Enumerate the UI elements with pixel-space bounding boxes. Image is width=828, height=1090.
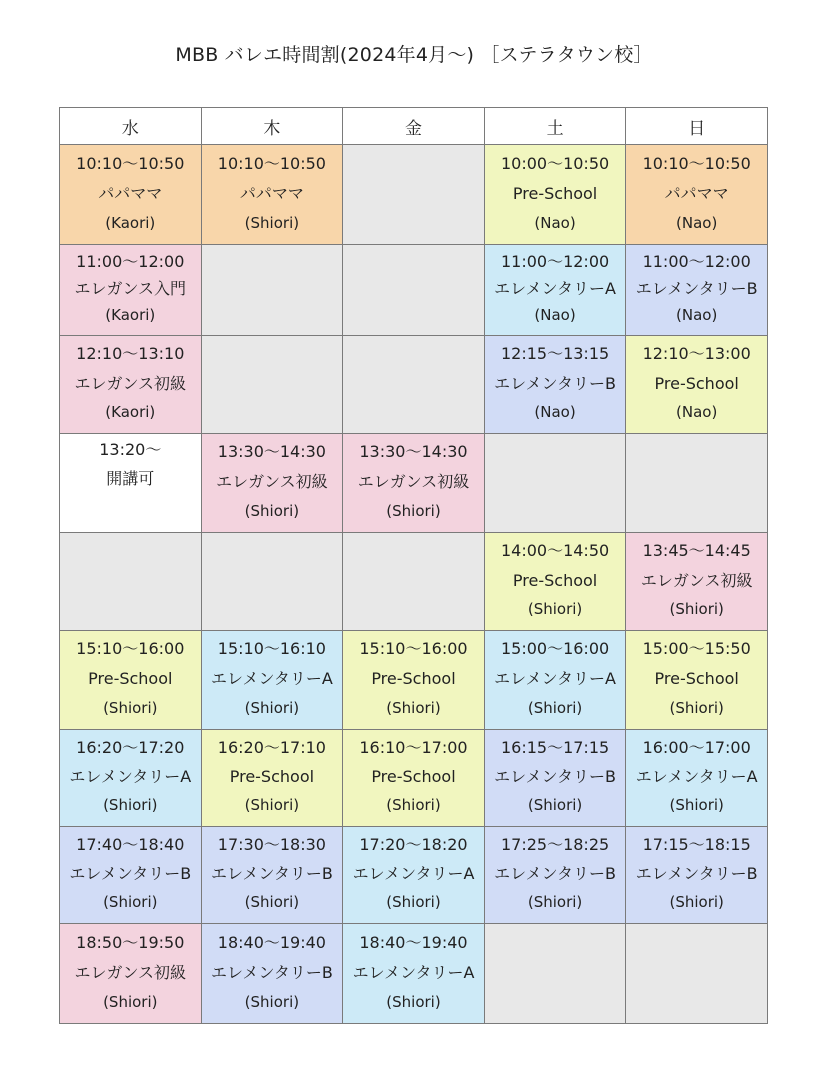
- empty-slot: [201, 245, 343, 336]
- class-info: [343, 631, 484, 729]
- class-info: [60, 434, 201, 532]
- class-slot: [343, 924, 485, 1024]
- class-slot: [626, 336, 768, 434]
- class-info: [202, 631, 343, 729]
- class-teacher: (Shiori): [527, 796, 583, 815]
- class-teacher: (Shiori): [244, 893, 300, 912]
- class-teacher: (Shiori): [527, 893, 583, 912]
- class-info: [485, 336, 626, 433]
- class-name: パパママ: [239, 183, 304, 203]
- class-info: [485, 145, 626, 244]
- empty-slot: [343, 533, 485, 631]
- empty-slot: [484, 924, 626, 1024]
- day-header: 水: [60, 108, 202, 145]
- class-name: エレガンス入門: [74, 279, 187, 299]
- class-time: 15:00〜16:00: [500, 639, 610, 659]
- class-slot: [484, 730, 626, 827]
- class-name: Pre-School: [512, 183, 598, 203]
- class-name: エレガンス初級: [216, 472, 328, 492]
- class-teacher: (Shiori): [669, 699, 724, 718]
- class-time: 17:30〜18:30: [217, 835, 326, 855]
- class-info: [202, 145, 343, 244]
- class-time: 16:20〜17:10: [217, 738, 326, 758]
- class-teacher: (Nao): [676, 213, 718, 232]
- class-slot: [343, 434, 485, 533]
- class-info: [60, 631, 201, 729]
- class-info: [202, 434, 343, 532]
- class-teacher: (Kaori): [105, 403, 156, 422]
- class-teacher: (Nao): [534, 403, 576, 422]
- class-info: [626, 827, 767, 923]
- empty-slot: [343, 245, 485, 336]
- class-info: [626, 145, 767, 244]
- page-title: MBB バレエ時間割(2024年4月〜) ［ステラタウン校］: [175, 44, 653, 66]
- class-name: エレメンタリーB: [210, 962, 333, 982]
- class-teacher: (Shiori): [527, 699, 583, 718]
- class-name: Pre-School: [88, 669, 173, 689]
- class-info: [626, 533, 767, 630]
- class-time: 12:10〜13:00: [642, 344, 751, 364]
- class-teacher: (Nao): [534, 306, 576, 325]
- empty-slot: [626, 434, 768, 533]
- class-time: 17:40〜18:40: [76, 835, 185, 855]
- class-name: Pre-School: [371, 669, 456, 689]
- class-time: 13:30〜14:30: [217, 442, 326, 462]
- class-teacher: (Shiori): [669, 893, 724, 912]
- class-info: [626, 631, 767, 729]
- class-teacher: (Nao): [676, 403, 718, 422]
- class-teacher: (Shiori): [527, 600, 583, 619]
- class-time: 15:00〜15:50: [642, 639, 751, 659]
- class-teacher: (Shiori): [103, 992, 158, 1011]
- empty-slot: [60, 533, 202, 631]
- class-slot: [60, 730, 202, 827]
- class-slot: [484, 336, 626, 434]
- class-name: パパママ: [664, 183, 729, 203]
- timetable-row: [60, 145, 768, 245]
- timetable-row: [60, 631, 768, 730]
- class-slot: [60, 245, 202, 336]
- class-name: Pre-School: [654, 373, 739, 393]
- class-teacher: (Kaori): [105, 213, 156, 232]
- class-time: 17:25〜18:25: [500, 835, 610, 855]
- class-slot: [60, 336, 202, 434]
- class-slot: [201, 631, 343, 730]
- class-info: [626, 730, 767, 826]
- class-teacher: (Shiori): [386, 893, 441, 912]
- class-name: エレメンタリーB: [210, 864, 333, 884]
- class-slot: [201, 434, 343, 533]
- header-row: [60, 108, 768, 145]
- class-slot: [343, 631, 485, 730]
- class-teacher: (Kaori): [105, 306, 156, 325]
- class-time: 12:10〜13:10: [76, 344, 185, 364]
- class-name: エレメンタリーB: [69, 864, 192, 884]
- timetable-row: [60, 533, 768, 631]
- class-time: 18:40〜19:40: [217, 932, 326, 952]
- class-slot: [60, 924, 202, 1024]
- class-slot: [626, 533, 768, 631]
- timetable: [59, 107, 768, 1024]
- class-slot: [343, 827, 485, 924]
- day-header: 木: [201, 108, 343, 145]
- class-info: [485, 245, 626, 335]
- class-time: 13:20〜: [99, 440, 162, 459]
- class-slot: [484, 245, 626, 336]
- class-teacher: (Shiori): [244, 213, 300, 232]
- class-time: 18:40〜19:40: [359, 932, 468, 952]
- class-info: [343, 434, 484, 532]
- class-teacher: (Nao): [534, 213, 576, 232]
- class-teacher: (Shiori): [244, 502, 300, 521]
- class-info: [60, 730, 201, 826]
- class-name: Pre-School: [512, 570, 598, 590]
- class-slot: [60, 434, 202, 533]
- class-slot: [201, 924, 343, 1024]
- class-time: 13:45〜14:45: [642, 541, 751, 561]
- class-time: 14:00〜14:50: [500, 541, 610, 561]
- class-time: 11:00〜12:00: [76, 252, 185, 272]
- class-info: [60, 924, 201, 1023]
- class-time: 10:10〜10:50: [642, 153, 751, 173]
- class-name: エレガンス初級: [640, 570, 753, 590]
- class-info: [343, 924, 484, 1023]
- class-slot: [484, 827, 626, 924]
- class-teacher: (Shiori): [386, 992, 441, 1011]
- class-time: 10:10〜10:50: [217, 153, 326, 173]
- class-slot: [60, 827, 202, 924]
- class-teacher: (Shiori): [386, 699, 441, 718]
- timetable-row: [60, 245, 768, 336]
- class-time: 18:50〜19:50: [76, 932, 185, 952]
- class-time: 10:00〜10:50: [500, 153, 610, 173]
- class-slot: [626, 145, 768, 245]
- class-slot: [201, 827, 343, 924]
- class-info: [343, 827, 484, 923]
- class-name: パパママ: [98, 183, 163, 203]
- class-slot: [201, 145, 343, 245]
- timetable-row: [60, 336, 768, 434]
- class-slot: [343, 730, 485, 827]
- timetable-row: [60, 730, 768, 827]
- class-time: 16:10〜17:00: [359, 738, 468, 758]
- class-name: エレメンタリーA: [494, 279, 616, 299]
- class-info: [626, 245, 767, 335]
- class-teacher: (Shiori): [244, 992, 300, 1011]
- class-time: 11:00〜12:00: [642, 252, 751, 272]
- empty-slot: [343, 145, 485, 245]
- class-name: Pre-School: [371, 767, 456, 787]
- timetable-row: [60, 924, 768, 1024]
- class-slot: [626, 245, 768, 336]
- class-name: Pre-School: [229, 767, 315, 787]
- class-slot: [626, 631, 768, 730]
- class-time: 15:10〜16:00: [76, 639, 185, 659]
- empty-slot: [484, 434, 626, 533]
- class-slot: [626, 730, 768, 827]
- class-name: エレメンタリーB: [494, 864, 616, 884]
- class-time: 10:10〜10:50: [76, 153, 185, 173]
- class-time: 16:20〜17:20: [76, 738, 185, 758]
- class-slot: [626, 827, 768, 924]
- class-time: 16:15〜17:15: [500, 738, 610, 758]
- class-info: [626, 336, 767, 433]
- class-slot: [484, 145, 626, 245]
- class-teacher: (Shiori): [103, 796, 158, 815]
- class-info: [485, 631, 626, 729]
- class-info: [485, 827, 626, 923]
- class-name: エレメンタリーB: [494, 767, 616, 787]
- class-name: エレメンタリーA: [352, 864, 475, 884]
- class-name: エレメンタリーA: [352, 962, 475, 982]
- class-name: エレメンタリーA: [494, 669, 616, 689]
- day-header: 日: [626, 108, 768, 145]
- empty-slot: [626, 924, 768, 1024]
- empty-slot: [201, 533, 343, 631]
- timetable-body: [60, 145, 768, 1024]
- class-name: エレガンス初級: [74, 373, 187, 393]
- class-time: 12:15〜13:15: [500, 344, 610, 364]
- class-name: 開講可: [106, 468, 155, 488]
- class-slot: [60, 631, 202, 730]
- class-name: エレメンタリーB: [635, 279, 758, 299]
- class-info: [202, 827, 343, 923]
- class-name: エレメンタリーA: [210, 669, 333, 689]
- class-info: [343, 730, 484, 826]
- class-teacher: (Shiori): [386, 502, 441, 521]
- class-teacher: (Shiori): [244, 796, 300, 815]
- class-slot: [201, 730, 343, 827]
- class-teacher: (Shiori): [103, 699, 158, 718]
- class-info: [202, 730, 343, 826]
- class-slot: [484, 533, 626, 631]
- class-time: 17:20〜18:20: [359, 835, 468, 855]
- class-teacher: (Shiori): [386, 796, 441, 815]
- class-time: 11:00〜12:00: [500, 252, 610, 272]
- class-name: Pre-School: [654, 669, 739, 689]
- class-time: 13:30〜14:30: [359, 442, 468, 462]
- class-info: [202, 924, 343, 1023]
- class-info: [485, 730, 626, 826]
- class-teacher: (Shiori): [244, 699, 300, 718]
- class-info: [60, 145, 201, 244]
- timetable-row: [60, 434, 768, 533]
- class-teacher: (Nao): [676, 306, 718, 325]
- class-info: [60, 827, 201, 923]
- timetable-row: [60, 827, 768, 924]
- class-name: エレメンタリーB: [494, 373, 616, 393]
- class-name: エレガンス初級: [74, 962, 187, 982]
- class-info: [60, 245, 201, 335]
- class-name: エレメンタリーB: [635, 864, 758, 884]
- empty-slot: [343, 336, 485, 434]
- class-slot: [484, 631, 626, 730]
- class-name: エレメンタリーA: [635, 767, 758, 787]
- class-teacher: (Shiori): [103, 893, 158, 912]
- class-teacher: (Shiori): [669, 600, 724, 619]
- class-time: 15:10〜16:10: [217, 639, 326, 659]
- class-name: エレガンス初級: [357, 472, 470, 492]
- class-time: 17:15〜18:15: [642, 835, 751, 855]
- class-time: 15:10〜16:00: [359, 639, 468, 659]
- class-name: エレメンタリーA: [69, 767, 192, 787]
- class-info: [485, 533, 626, 630]
- empty-slot: [201, 336, 343, 434]
- day-header: 金: [343, 108, 485, 145]
- day-header: 土: [484, 108, 626, 145]
- class-teacher: (Shiori): [669, 796, 724, 815]
- class-slot: [60, 145, 202, 245]
- class-time: 16:00〜17:00: [642, 738, 751, 758]
- class-info: [60, 336, 201, 433]
